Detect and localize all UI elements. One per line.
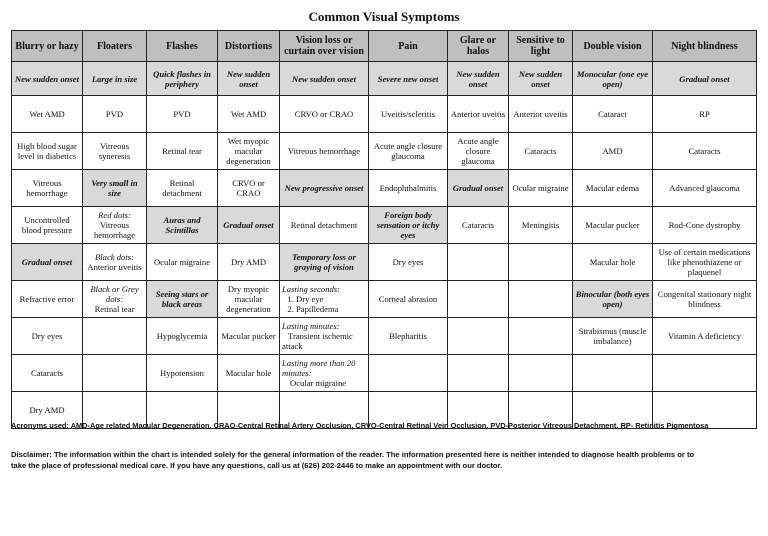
note-value: Retinal tear xyxy=(94,304,135,314)
table-cell xyxy=(448,355,509,392)
table-cell: Dry AMD xyxy=(12,392,83,429)
header-cell: Double vision xyxy=(573,31,653,62)
table-cell xyxy=(448,244,509,281)
header-cell: Floaters xyxy=(83,31,147,62)
note-label: Lasting seconds: xyxy=(282,284,341,294)
table-cell: Temporary loss or graying of vision xyxy=(280,244,369,281)
table-row xyxy=(12,133,757,170)
table-cell xyxy=(509,244,573,281)
table-row xyxy=(12,207,757,244)
header-cell: Flashes xyxy=(147,31,218,62)
note-value: Transient ischemic attack xyxy=(282,331,353,351)
table-cell: Rod-Cone dystrophy xyxy=(653,207,757,244)
symptoms-table xyxy=(11,30,757,429)
onset-cell: Gradual onset xyxy=(653,62,757,96)
note-label: Lasting minutes: xyxy=(282,321,340,331)
acronyms-note: Acronyms used: AMD-Age related Macular Degeneration, CRAO-Central Retinal Artery Occlusion, CRVO-Central Retinal Vein Occlusion, PVD-Posterior Vitreous Detachment, RP- Retinitis Pigmentosa xyxy=(11,421,709,430)
table-cell: Cataracts xyxy=(653,133,757,170)
note-label: Lasting more than 20 minutes: xyxy=(282,358,356,378)
table-cell: New progressive onset xyxy=(280,170,369,207)
note-value: Vitreous hemorrhage xyxy=(93,220,136,240)
table-cell: Cataracts xyxy=(448,207,509,244)
table-cell xyxy=(280,355,369,392)
table-cell xyxy=(83,355,147,392)
table-cell: Macular hole xyxy=(218,355,280,392)
table-cell: Hypoglycemia xyxy=(147,318,218,355)
table-cell: Gradual onset xyxy=(448,170,509,207)
table-cell: Macular hole xyxy=(573,244,653,281)
table-row xyxy=(12,244,757,281)
note-label: Red dots: xyxy=(98,210,131,220)
table-cell: Retinal tear xyxy=(147,133,218,170)
table-cell: Blepharitis xyxy=(369,318,448,355)
onset-cell: Monocular (one eye open) xyxy=(573,62,653,96)
table-cell xyxy=(83,281,147,318)
note-label: Black dots: xyxy=(95,252,134,262)
table-cell: Dry eyes xyxy=(369,244,448,281)
table-cell xyxy=(653,355,757,392)
seconds-list xyxy=(282,294,366,314)
onset-cell: New sudden onset xyxy=(280,62,369,96)
header-cell: Pain xyxy=(369,31,448,62)
list-item: 1. Dry eye xyxy=(296,294,366,304)
table-cell xyxy=(448,318,509,355)
table-row xyxy=(12,96,757,133)
page-title: Common Visual Symptoms xyxy=(308,9,460,24)
note-value: Ocular migraine xyxy=(290,378,347,388)
table-cell: Uveitis/scleritis xyxy=(369,96,448,133)
header-cell: Night blindness xyxy=(653,31,757,62)
table-cell: Refractive error xyxy=(12,281,83,318)
table-cell: Ocular migraine xyxy=(509,170,573,207)
table-cell xyxy=(280,318,369,355)
table-cell: Cataract xyxy=(573,96,653,133)
onset-cell: New sudden onset xyxy=(509,62,573,96)
table-cell xyxy=(573,355,653,392)
table-cell: AMD xyxy=(573,133,653,170)
table-cell: Wet AMD xyxy=(12,96,83,133)
table-cell: Congenital stationary night blindness xyxy=(653,281,757,318)
table-cell: Retinal detachment xyxy=(147,170,218,207)
table-cell xyxy=(509,281,573,318)
table-cell: Macular pucker xyxy=(218,318,280,355)
table-cell xyxy=(509,318,573,355)
table-row xyxy=(12,170,757,207)
table-cell: Vitreous syneresis xyxy=(83,133,147,170)
table-cell: CRVO or CRAO xyxy=(280,96,369,133)
table-cell: Dry eyes xyxy=(12,318,83,355)
header-cell: Sensitive to light xyxy=(509,31,573,62)
table-cell xyxy=(83,244,147,281)
table-cell: Macular edema xyxy=(573,170,653,207)
onset-cell: New sudden onset xyxy=(12,62,83,96)
table-cell: Binocular (both eyes open) xyxy=(573,281,653,318)
table-cell: Acute angle closure glaucoma xyxy=(369,133,448,170)
table-cell: PVD xyxy=(147,96,218,133)
table-cell xyxy=(83,318,147,355)
table-cell: Corneal abrasion xyxy=(369,281,448,318)
header-cell: Distortions xyxy=(218,31,280,62)
table-cell: Auras and Scintillas xyxy=(147,207,218,244)
table-row xyxy=(12,318,757,355)
onset-cell: Large in size xyxy=(83,62,147,96)
table-cell: Use of certain medications like phenothiazene or plaquenel xyxy=(653,244,757,281)
table-cell: Dry AMD xyxy=(218,244,280,281)
table-cell: Meningitis xyxy=(509,207,573,244)
table-cell: Anterior uveitis xyxy=(509,96,573,133)
table-cell: Ocular migraine xyxy=(147,244,218,281)
table-cell xyxy=(509,355,573,392)
note-value: Anterior uveitis xyxy=(87,262,142,272)
table-cell: Gradual onset xyxy=(12,244,83,281)
disclaimer-note: Disclaimer: The information within the chart is intended solely for the general information of the reader. The information presented here is neither intended to diagnose health problems or to take the place of professional medical care. If you have any questions, call us at (626) 202-2446 to make an appointment with our doctor. xyxy=(11,450,695,470)
table-cell: Uncontrolled blood pressure xyxy=(12,207,83,244)
table-cell: Endophthalmitis xyxy=(369,170,448,207)
table-cell: Seeing stars or black areas xyxy=(147,281,218,318)
table-cell: Dry myopic macular degeneration xyxy=(218,281,280,318)
table-cell: Hypotension xyxy=(147,355,218,392)
header-cell: Vision loss or curtain over vision xyxy=(280,31,369,62)
table-cell: PVD xyxy=(83,96,147,133)
table-cell: Wet AMD xyxy=(218,96,280,133)
table-cell: Vitamin A deficiency xyxy=(653,318,757,355)
table-cell: Strabismus (muscle imbalance) xyxy=(573,318,653,355)
table-cell: Acute angle closure glaucoma xyxy=(448,133,509,170)
table-cell: Vitreous hemorrhage xyxy=(280,133,369,170)
note-label: Black or Grey dots: xyxy=(90,284,139,304)
onset-cell: Quick flashes in periphery xyxy=(147,62,218,96)
table-cell: Macular pucker xyxy=(573,207,653,244)
table-cell: Wet myopic macular degeneration xyxy=(218,133,280,170)
header-row xyxy=(12,31,757,62)
table-cell: Cataracts xyxy=(12,355,83,392)
table-row xyxy=(12,355,757,392)
table-row xyxy=(12,281,757,318)
table-cell xyxy=(280,281,369,318)
table-cell xyxy=(83,207,147,244)
table-cell: CRVO or CRAO xyxy=(218,170,280,207)
table-cell: Vitreous hemorrhage xyxy=(12,170,83,207)
table-cell: Very small in size xyxy=(83,170,147,207)
table-cell: High blood sugar level in diabetics xyxy=(12,133,83,170)
table-cell xyxy=(448,281,509,318)
table-cell: Foreign body sensation or itchy eyes xyxy=(369,207,448,244)
table-cell: RP xyxy=(653,96,757,133)
table-cell: Anterior uveitis xyxy=(448,96,509,133)
list-item: 2. Papilledema xyxy=(296,304,366,314)
table-cell: Advanced glaucoma xyxy=(653,170,757,207)
onset-row xyxy=(12,62,757,96)
onset-cell: New sudden onset xyxy=(448,62,509,96)
header-cell: Glare or halos xyxy=(448,31,509,62)
header-cell: Blurry or hazy xyxy=(12,31,83,62)
table-cell: Gradual onset xyxy=(218,207,280,244)
table-cell: Retinal detachment xyxy=(280,207,369,244)
onset-cell: Severe new onset xyxy=(369,62,448,96)
table-cell xyxy=(369,355,448,392)
onset-cell: New sudden onset xyxy=(218,62,280,96)
table-cell: Cataracts xyxy=(509,133,573,170)
